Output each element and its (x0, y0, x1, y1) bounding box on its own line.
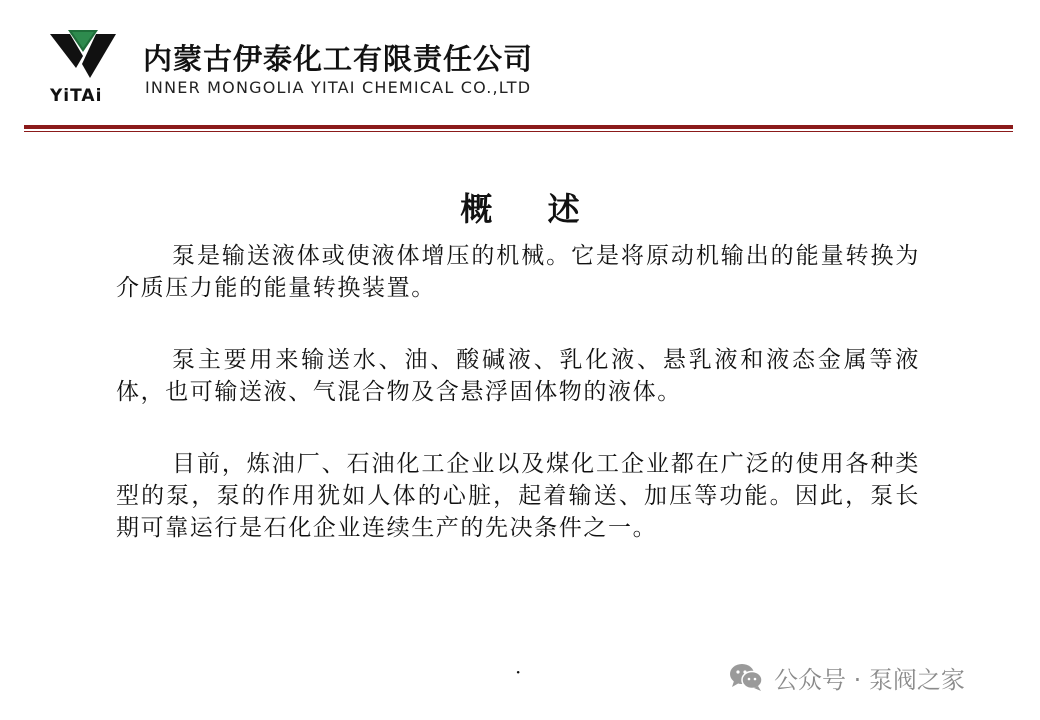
slide-number-dot: · (515, 660, 522, 684)
logo-wordmark: YiTAi (50, 86, 103, 106)
wechat-watermark (728, 660, 965, 694)
company-name-english: INNER MONGOLIA YITAI CHEMICAL CO.,LTD (145, 78, 532, 97)
paragraph-usage: 泵主要用来输送水、油、酸碱液、乳化液、悬乳液和液态金属等液体，也可输送液、气混合物及含悬浮固体物的液体。 (116, 347, 920, 405)
wechat-icon (728, 662, 764, 692)
watermark-text: 公众号 · 泵阀之家 (774, 665, 965, 694)
slide-title: 概 述 (460, 190, 602, 229)
yitai-logo-icon (48, 28, 118, 84)
paragraph-importance: 目前，炼油厂、石油化工企业以及煤化工企业都在广泛的使用各种类型的泵，泵的作用犹如人体的心脏，起着输送、加压等功能。因此，泵长期可靠运行是石化企业连续生产的先决条件之一。 (116, 451, 920, 541)
slide-body (116, 240, 920, 584)
company-name-chinese: 内蒙古伊泰化工有限责任公司 (143, 42, 534, 76)
header-divider (24, 125, 1013, 129)
slide-header (0, 0, 1040, 135)
header-divider-thin (24, 131, 1013, 132)
paragraph-definition: 泵是输送液体或使液体增压的机械。它是将原动机输出的能量转换为介质压力能的能量转换装置。 (116, 243, 920, 301)
